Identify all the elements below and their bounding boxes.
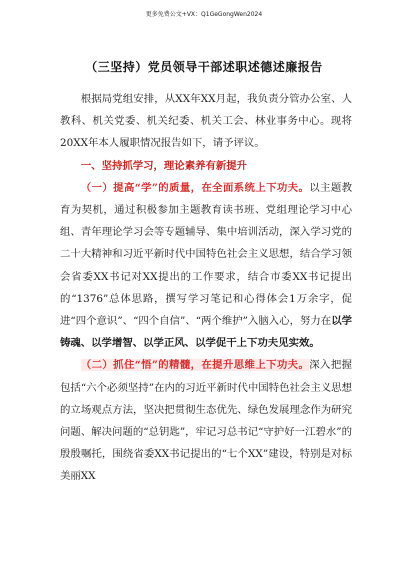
item-1-lead: （一）提高“学”的质量，在全面系统上下功夫。: [80, 181, 310, 194]
item-2-lead: （二）抓住“悟”的精髓，在提升思维上下功夫。: [80, 359, 310, 372]
item-2-text: 深入把握包括“六个必须坚持”在内的习近平新时代中国特色社会主义思想的立场观点方法，坚决把贯彻生态优先、绿色发展理念作为研究问题、解决问题的“总钥匙”，牢记习总书记“守护好一江碧水”的殷殷嘱托，围绕省委XX书记提出的“七个XX”建设，特别是对标美丽XX: [60, 359, 353, 483]
intro-paragraph: 根据局党组安排，从XX年XX月起，我负责分管办公室、人教科、机关党委、机关纪委、机关工会、林业事务中心。现将20XX年本人履职情况报告如下，请予评议。: [60, 93, 352, 150]
header-note: 更多免费公文+VX：Q1GeGongWen2024: [145, 11, 263, 18]
item-paragraph-2: [60, 354, 352, 487]
item-1-emphasis: 以学铸魂、以学增智、以学正风、以学促干上下功夫见实效。: [60, 315, 352, 350]
item-paragraph-1: [60, 177, 352, 355]
document-body: [60, 88, 352, 488]
item-1-text: 以主题教育为契机，通过积极参加主题教育读书班、党组理论学习中心组、青年理论学习会等专题辅导、集中培训活动，深入学习党的二十大精神和习近平新时代中国特色社会主义思想，结合学习领会省委XX书记对XX提出的工作要求，结合市委XX书记提出的“1376”总体思路，撰写学习笔记和心得体会1万余字，促进“四个意识”、“四个自信”、“两个维护”入脑入心，努力在: [60, 181, 353, 328]
section-heading: [60, 155, 352, 177]
section-heading-text: 一、坚持抓学习，理论素养有新提升: [80, 159, 248, 172]
document-title: （三坚持）党员领导干部述职述德述廉报告: [85, 60, 323, 74]
